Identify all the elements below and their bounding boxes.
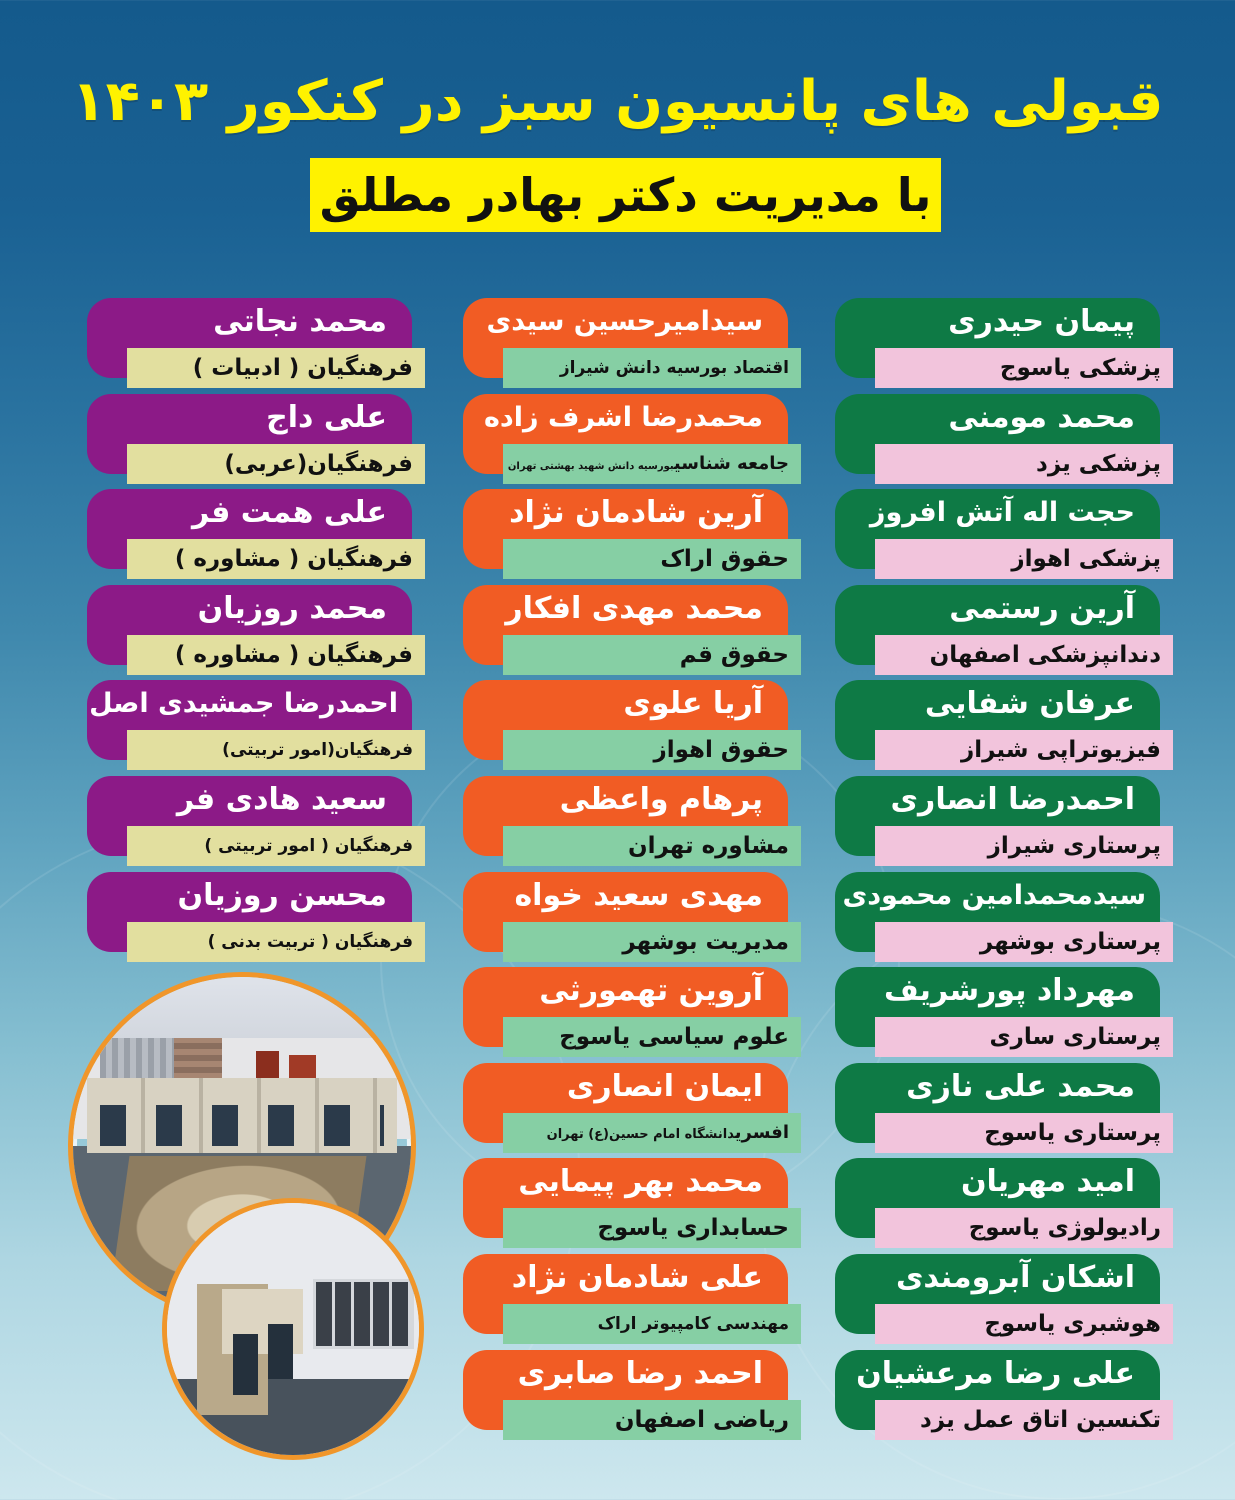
student-major: پزشکی یاسوج — [999, 355, 1161, 381]
student-major: فرهنگیان ( تربیت بدنی ) — [207, 932, 413, 952]
student-name: محمد نجاتی — [213, 304, 387, 339]
student-card — [835, 585, 1173, 677]
student-card — [463, 1158, 801, 1250]
student-name: سیدمحمدامین محمودی — [842, 880, 1146, 911]
student-major: علوم سیاسی یاسوج — [559, 1024, 789, 1050]
major-box — [875, 1304, 1173, 1344]
student-card — [463, 1063, 801, 1155]
major-box — [127, 730, 425, 770]
student-major: حقوق اراک — [660, 546, 789, 572]
student-card — [463, 394, 801, 486]
student-card — [463, 585, 801, 677]
student-card — [835, 1158, 1173, 1250]
student-card — [463, 1254, 801, 1346]
student-name: عرفان شفایی — [924, 686, 1135, 721]
major-box — [875, 1017, 1173, 1057]
student-major: مدیریت بوشهر — [622, 929, 789, 955]
student-major: پزشکی اهواز — [1011, 546, 1161, 572]
student-card — [835, 394, 1173, 486]
major-box — [127, 635, 425, 675]
student-name: علی رضا مرعشیان — [856, 1356, 1135, 1391]
major-box — [875, 1113, 1173, 1153]
student-card — [835, 1350, 1173, 1442]
major-box — [127, 444, 425, 484]
student-major: مهندسی کامپیوتر اراک — [597, 1314, 789, 1334]
student-card — [463, 489, 801, 581]
major-detail: دانشگاه امام حسین(ع) تهران — [546, 1127, 735, 1142]
student-card — [87, 585, 425, 677]
chairs — [100, 1105, 384, 1146]
student-name: آرین رستمی — [949, 591, 1135, 626]
student-card — [463, 776, 801, 868]
student-name: آروین تهمورثی — [539, 973, 763, 1008]
student-card — [835, 967, 1173, 1059]
window — [313, 1279, 414, 1350]
student-name: مهدی سعید خواه — [514, 878, 763, 913]
student-name: سعید هادی فر — [176, 782, 387, 817]
major-box — [503, 1017, 801, 1057]
student-major — [508, 444, 789, 487]
student-name: احمدرضا جمشیدی اصل — [89, 688, 398, 719]
student-major: تکنسین اتاق عمل یزد — [919, 1407, 1161, 1433]
study-room-photo — [162, 1198, 424, 1460]
student-major: فرهنگیان(امور تربیتی) — [222, 740, 413, 760]
student-card — [87, 776, 425, 868]
student-card — [835, 776, 1173, 868]
student-major: پرستاری بوشهر — [979, 929, 1161, 955]
student-name: علی شادمان نژاد — [511, 1260, 763, 1295]
major-box — [127, 348, 425, 388]
major-box — [503, 826, 801, 866]
student-card — [87, 298, 425, 390]
student-major: هوشبری یاسوج — [984, 1311, 1161, 1337]
student-major: دندانپزشکی اصفهان — [929, 642, 1161, 668]
chair — [268, 1324, 293, 1379]
student-name: آرین شادمان نژاد — [509, 495, 763, 530]
student-card — [87, 394, 425, 486]
major-box — [127, 539, 425, 579]
major-box — [503, 1304, 801, 1344]
major-box — [875, 730, 1173, 770]
student-name: احمد رضا صابری — [517, 1356, 763, 1391]
student-major: پرستاری ساری — [989, 1024, 1161, 1050]
student-major: پرستاری شیراز — [987, 833, 1161, 859]
major-box — [875, 635, 1173, 675]
major-box — [503, 348, 801, 388]
subtitle-banner: با مدیریت دکتر بهادر مطلق — [310, 158, 941, 232]
student-major: فرهنگیان(عربی) — [224, 451, 413, 477]
student-major: فرهنگیان ( مشاوره ) — [174, 642, 413, 668]
student-name: پرهام واعظی — [559, 782, 763, 817]
student-card — [463, 1350, 801, 1442]
student-name: احمدرضا انصاری — [890, 782, 1135, 817]
student-major — [547, 1113, 789, 1155]
major-box — [503, 730, 801, 770]
major-box — [503, 539, 801, 579]
student-name: ایمان انصاری — [566, 1069, 763, 1104]
major-box — [503, 1208, 801, 1248]
major-box — [875, 826, 1173, 866]
chair — [233, 1334, 258, 1394]
student-name: محمد مهدی افکار — [505, 591, 763, 626]
student-major: فیزیوتراپی شیراز — [961, 737, 1161, 763]
student-name: امید مهریان — [960, 1164, 1135, 1199]
student-name: اشکان آبرومندی — [895, 1260, 1135, 1295]
major-box — [875, 922, 1173, 962]
student-major: حقوق اهواز — [653, 737, 789, 763]
student-major: مشاوره تهران — [627, 833, 789, 859]
student-card — [835, 489, 1173, 581]
student-name: محسن روزیان — [177, 878, 387, 913]
major-box — [503, 1400, 801, 1440]
student-card — [835, 872, 1173, 964]
student-major: اقتصاد بورسیه دانش شیراز — [559, 358, 789, 378]
student-card — [463, 872, 801, 964]
student-card — [463, 298, 801, 390]
student-name: علی داج — [266, 400, 387, 435]
student-major: فرهنگیان ( امور تربیتی ) — [204, 836, 413, 856]
student-card — [835, 1063, 1173, 1155]
major-detail: بورسیه دانش شهید بهشتی تهران — [507, 461, 674, 472]
student-card — [87, 872, 425, 964]
student-major: حسابداری یاسوج — [597, 1215, 789, 1241]
student-name: محمدرضا اشرف زاده — [483, 402, 763, 433]
student-name: حجت اله آتش افروز — [869, 497, 1135, 528]
student-card — [463, 680, 801, 772]
student-card — [463, 967, 801, 1059]
student-name: آریا علوی — [623, 686, 763, 721]
student-name: محمد روزیان — [197, 591, 387, 626]
major-box — [875, 1208, 1173, 1248]
student-name: پیمان حیدری — [948, 304, 1135, 339]
student-name: محمد مومنی — [948, 400, 1135, 435]
student-card — [835, 1254, 1173, 1346]
student-card — [87, 680, 425, 772]
student-major: فرهنگیان ( ادبیات ) — [192, 355, 413, 381]
student-name: محمد علی نازی — [906, 1069, 1135, 1104]
student-major: پرستاری یاسوج — [984, 1120, 1161, 1146]
major-box — [503, 1113, 801, 1153]
student-major: پزشکی یزد — [1036, 451, 1161, 477]
student-name: مهرداد پورشریف — [883, 973, 1135, 1008]
student-card — [835, 298, 1173, 390]
student-card — [835, 680, 1173, 772]
major-box — [875, 348, 1173, 388]
major-box — [503, 635, 801, 675]
student-major: حقوق قم — [679, 642, 789, 668]
major-box — [127, 922, 425, 962]
major-main: جامعه شناسی — [673, 453, 789, 474]
student-major: رادیولوژی یاسوج — [968, 1215, 1161, 1241]
student-card — [87, 489, 425, 581]
major-box — [127, 826, 425, 866]
major-box — [875, 444, 1173, 484]
page-title: قبولی های پانسیون سبز در کنکور ۱۴۰۳ — [71, 69, 1164, 134]
student-major: ریاضی اصفهان — [614, 1407, 789, 1433]
major-main: افسری — [734, 1122, 789, 1143]
student-name: سیدامیرحسین سیدی — [486, 306, 763, 337]
major-box — [503, 922, 801, 962]
major-box — [875, 539, 1173, 579]
major-box — [503, 444, 801, 484]
student-major: فرهنگیان ( مشاوره ) — [174, 546, 413, 572]
major-box — [875, 1400, 1173, 1440]
student-name: علی همت فر — [192, 495, 387, 530]
student-name: محمد بهر پیمایی — [518, 1164, 763, 1199]
